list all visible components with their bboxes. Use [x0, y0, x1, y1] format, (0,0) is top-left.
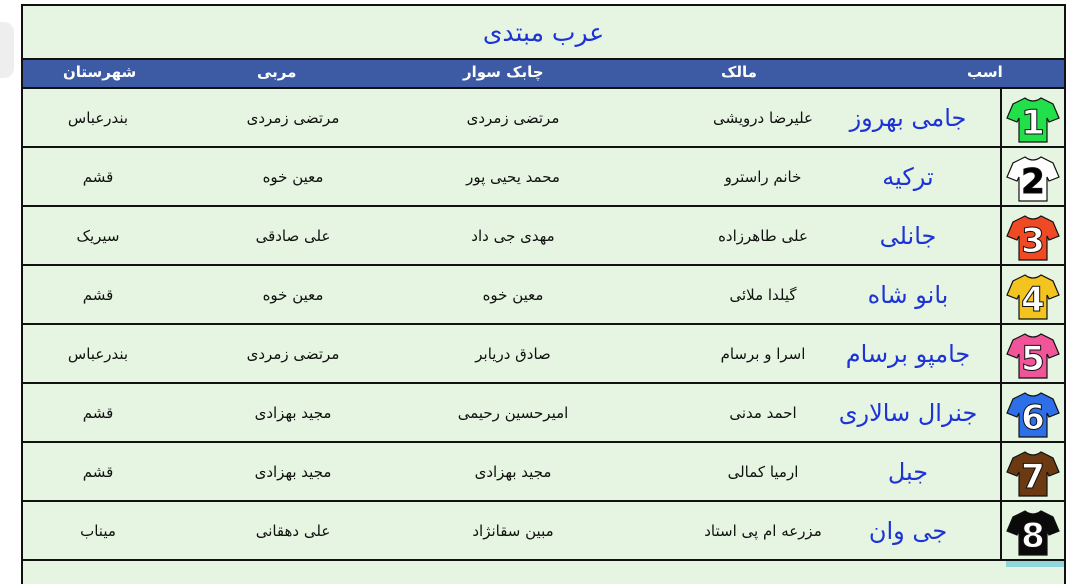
shirt-number: 2 — [1021, 161, 1045, 202]
shirt-number-cell — [1000, 443, 1064, 500]
trainer-name: علی دهقانی — [255, 521, 331, 540]
horse-name: جامپو برسام — [845, 339, 971, 368]
table-row — [23, 266, 1064, 325]
table-row — [23, 207, 1064, 266]
table-row — [23, 89, 1064, 148]
shirt-icon — [1005, 328, 1061, 380]
table-body — [23, 89, 1064, 561]
horse-name: جامی بهروز — [849, 103, 967, 132]
header-trainer: مربی — [257, 63, 297, 81]
shirt-icon — [1005, 92, 1061, 144]
city-name: بندرعباس — [67, 108, 129, 127]
table-header — [23, 60, 1064, 89]
jockey-name: مرتضی زمردی — [466, 108, 560, 127]
table-row — [23, 502, 1064, 561]
horse-name: جانلی — [879, 221, 937, 250]
shirt-icon — [1005, 505, 1061, 557]
table-row — [23, 325, 1064, 384]
table-row — [23, 148, 1064, 207]
shirt-number-cell — [1000, 266, 1064, 323]
left-edge-tab — [0, 22, 14, 78]
header-jockey: چابک سوار — [463, 63, 544, 81]
shirt-number: 1 — [1021, 102, 1045, 143]
shirt-number-cell — [1000, 384, 1064, 441]
owner-name: ارمیا کمالی — [727, 462, 799, 481]
shirt-number-cell — [1000, 502, 1064, 559]
header-owner: مالک — [721, 63, 757, 81]
city-name: قشم — [82, 403, 114, 422]
header-city: شهرستان — [63, 63, 137, 81]
shirt-icon — [1005, 446, 1061, 498]
next-row-shirt-stub — [1006, 561, 1064, 567]
city-name: قشم — [82, 167, 114, 186]
owner-name: علیرضا درویشی — [712, 108, 814, 127]
horse-name: جبل — [887, 457, 929, 486]
jockey-name: معین خوه — [482, 285, 544, 304]
trainer-name: مرتضی زمردی — [246, 344, 340, 363]
shirt-icon — [1005, 210, 1061, 262]
owner-name: مزرعه ام پی استاد — [704, 521, 822, 540]
shirt-number: 7 — [1021, 456, 1045, 497]
jockey-name: محمد یحیی پور — [466, 167, 560, 186]
shirt-number: 6 — [1021, 397, 1045, 438]
horse-name: ترکیه — [882, 162, 934, 191]
trainer-name: مجید بهزادی — [254, 462, 332, 481]
owner-name: علی طاهرزاده — [718, 226, 808, 245]
trainer-name: مرتضی زمردی — [246, 108, 340, 127]
city-name: قشم — [82, 462, 114, 481]
shirt-icon — [1005, 151, 1061, 203]
race-title: عرب مبتدی — [482, 17, 605, 47]
table-row — [23, 443, 1064, 502]
shirt-number-cell — [1000, 89, 1064, 146]
shirt-number: 3 — [1021, 220, 1045, 261]
city-name: قشم — [82, 285, 114, 304]
owner-name: اسرا و برسام — [720, 344, 806, 363]
trainer-name: معین خوه — [262, 285, 324, 304]
horse-name: جی وان — [868, 516, 948, 545]
city-name: میناب — [80, 521, 116, 540]
city-name: بندرعباس — [67, 344, 129, 363]
city-name: سیریک — [76, 226, 120, 245]
jockey-name: صادق دریابر — [475, 344, 551, 363]
header-horse: اسب — [967, 63, 1003, 81]
shirt-number: 5 — [1021, 338, 1045, 379]
trainer-name: علی صادقی — [255, 226, 331, 245]
horse-name: جنرال سالاری — [838, 398, 978, 427]
owner-name: احمد مدنی — [729, 403, 797, 422]
shirt-number-cell — [1000, 148, 1064, 205]
shirt-icon — [1005, 269, 1061, 321]
shirt-number: 4 — [1021, 279, 1045, 320]
jockey-name: امیرحسین رحیمی — [457, 403, 569, 422]
horse-name: بانو شاه — [867, 280, 949, 309]
trainer-name: مجید بهزادی — [254, 403, 332, 422]
jockey-name: مبین سقانژاد — [472, 521, 554, 540]
shirt-number: 8 — [1021, 515, 1045, 556]
table-row — [23, 384, 1064, 443]
owner-name: خانم راسترو — [724, 167, 802, 186]
race-entry-table — [21, 4, 1066, 584]
jockey-name: مهدی جی داد — [471, 226, 555, 245]
shirt-icon — [1005, 387, 1061, 439]
trainer-name: معین خوه — [262, 167, 324, 186]
jockey-name: مجید بهزادی — [474, 462, 552, 481]
shirt-number-cell — [1000, 207, 1064, 264]
shirt-number-cell — [1000, 325, 1064, 382]
owner-name: گیلدا ملائی — [729, 285, 797, 304]
title-bar — [23, 6, 1064, 60]
